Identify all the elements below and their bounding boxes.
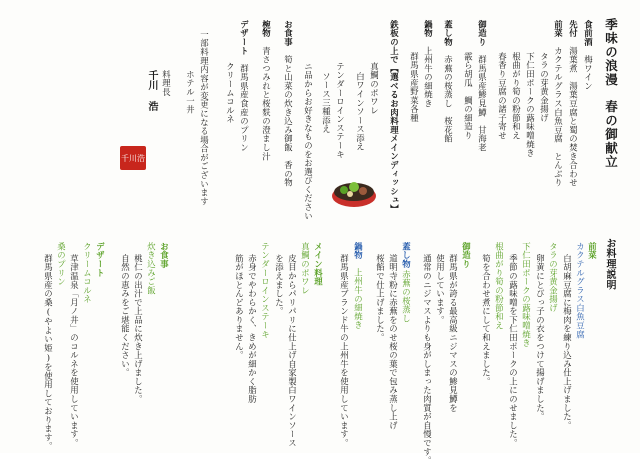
course-12: 鉄板の上で【選べるお肉料理メインディッシュ】 — [389, 20, 400, 214]
explain-head-dessert: デザート — [95, 242, 106, 278]
course-7: 御造り 群馬県産鯵見鱒 甘海老 — [477, 20, 488, 152]
course-14: 白ワインソース添え — [355, 72, 366, 152]
explain-head-nabemono: 鍋物 — [353, 242, 364, 260]
explain-line: 下仁田ポークの蕗味噌焼き — [521, 242, 532, 348]
course-18: お食事 筍と山菜の炊き込み御飯 香の物 — [283, 20, 294, 188]
explain-line: 根曲がり筍の粉節和え — [494, 242, 505, 330]
explain-line: 桑のプリン — [56, 242, 67, 286]
hotel-name: ホテル一井 — [185, 70, 196, 114]
explain-line: 赤蕪の桜蒸し — [401, 270, 412, 323]
dish-illustration — [330, 170, 378, 210]
course-1: 先付 湯葉煮 湯葉豆腐と蜀の焚き合わせ — [568, 20, 579, 188]
chef-seal: 千川浩 — [120, 146, 146, 170]
course-16: ソース三種添え — [321, 72, 332, 134]
explain-line: クリームコルネ — [82, 242, 93, 304]
explain-line: 白胡麻豆腐に梅肉を練り込み仕上げました。 — [562, 254, 573, 430]
explain-line: タラの芽黄金揚げ — [548, 242, 559, 313]
explain-line: 桜餡で仕上げました。 — [375, 254, 386, 342]
explain-line: 上州牛の細焼き — [353, 268, 364, 330]
course-5: 根曲がり筍の粉節和え — [511, 52, 522, 140]
course-15: テンダーロインステーキ — [335, 62, 346, 159]
course-10: 鍋物 上州牛の細焼き — [423, 20, 434, 108]
explain-line: 道明寺粉に赤蕪をのせ桜の葉で包み蒸し上げ — [388, 254, 399, 430]
explain-line: 季節の蕗味噌を下仁田ポークの上にのせました。 — [508, 254, 519, 448]
course-20: デザート 群馬県産食産のプリン — [239, 20, 250, 152]
explain-line: 草津温泉「月ノ井」のコルネを使用しています。 — [69, 254, 80, 448]
menu-note: 一部料理内容が変更になる場合がございます — [199, 30, 210, 206]
explain-line: 皮目からパリパリに仕上げ自家製白ワインソース — [287, 254, 298, 448]
course-13: 真鯛のポワレ — [369, 62, 380, 115]
explain-line: 真鯛のポワレ — [300, 242, 311, 295]
explain-line: カクテルグラス白魚豆腐 — [575, 242, 586, 339]
course-4: 下仁田ポークの蕗味噌焼き — [525, 52, 536, 158]
explain-line: 筋がほとんどありません。 — [234, 254, 245, 360]
explain-line: を添えました。 — [274, 254, 285, 316]
course-8: 霰ら胡瓜 鯛の細造り — [463, 52, 474, 140]
course-21: クリームコルネ — [225, 62, 236, 124]
course-11: 群馬県産野菜各種 — [409, 52, 420, 123]
chef-name: 千川 浩 — [146, 70, 157, 112]
course-19: 椀物 青さつみれと桜麩の澄まし汁 — [261, 20, 272, 161]
course-6: 春香り豆腐の諸子寄せ — [497, 52, 508, 140]
course-0: 食前酒 梅ワイン — [583, 20, 594, 91]
explain-line: 使用しています。 — [435, 254, 446, 325]
course-9: 蓋し物 赤蕪の桜蒸し 桜花餡 — [443, 20, 454, 144]
explain-line: 桃仁の出汁で上品に炊き上げました。 — [133, 254, 144, 404]
chef-role: 料理長 — [161, 70, 172, 97]
explain-line: 卵黄にとびっ子の衣をつけて揚げました。 — [535, 254, 546, 422]
explain-title: お料理説明 — [604, 238, 615, 290]
explain-head-otsukuri: 御造り — [461, 242, 472, 269]
explain-head-futamono: 蓋し物 — [401, 242, 412, 269]
explain-line: 群馬県産の桑(やよい姫)を使用しております。 — [43, 254, 54, 451]
explain-head-zensai: 前菜 — [587, 242, 598, 260]
explain-line: 炊き込みご飯 — [146, 242, 157, 295]
explain-line: 通常のニジマスよりも身がしまった肉質が自慢です。 — [422, 254, 433, 465]
explain-line: 自然の恵みをご堪能ください。 — [120, 254, 131, 378]
explain-head-shokuji: お食事 — [159, 242, 170, 269]
explain-line: 筍を合わせ煮にして和えました。 — [481, 254, 492, 386]
course-3: タラの芽黄金揚げ — [539, 52, 550, 123]
menu-title: 季味の浪漫 春の御献立 — [603, 18, 619, 169]
explain-line: 群馬県産ブランド牛の上州牛を使用しています。 — [339, 254, 350, 448]
explain-line: 群馬県が誇る最高級ニジマスの鯵見鱒を — [448, 254, 459, 413]
explain-line: テンダーロインステーキ — [260, 242, 271, 339]
explain-head-main: メイン料理 — [313, 242, 324, 286]
course-17: ニ品からお好きなものをお選びください — [303, 62, 314, 221]
explain-line: 赤身でやわらかく、きめが細かく脂肪 — [247, 254, 258, 404]
course-2: 前菜 カクテルグラス白魚豆腐 とんぶり — [553, 20, 564, 188]
